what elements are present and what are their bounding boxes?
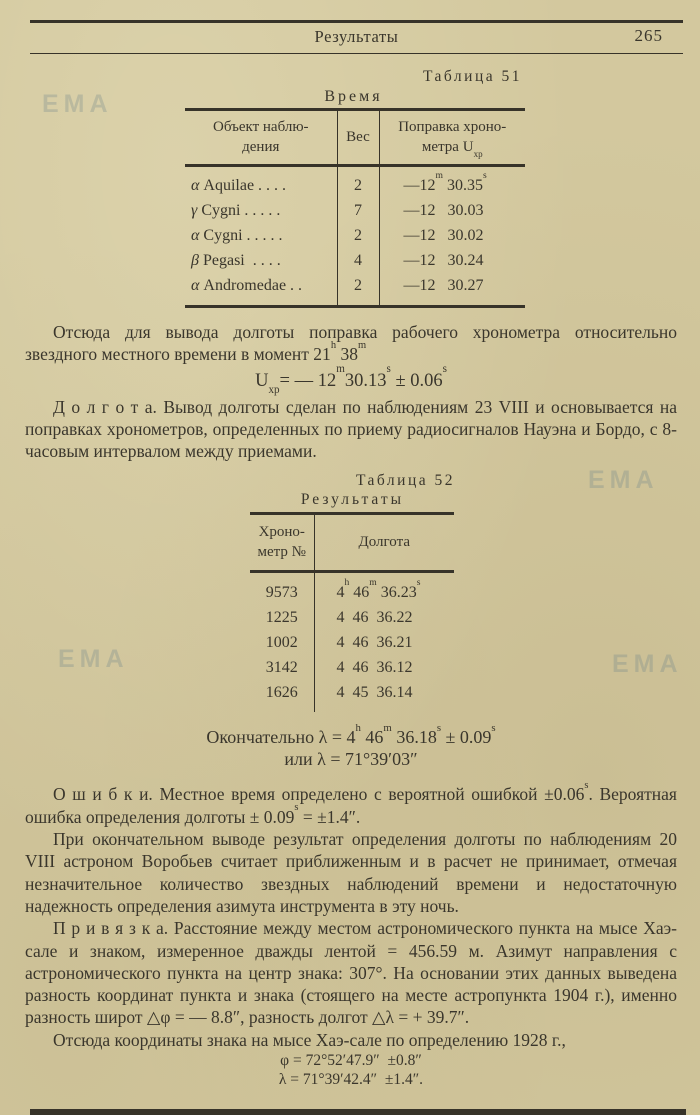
table-row	[185, 166, 525, 199]
object-cell: α Aquilae . . . .	[185, 166, 337, 199]
table52-header-row	[250, 514, 454, 572]
table-row	[185, 199, 525, 224]
table-row	[185, 274, 525, 307]
table52-results	[250, 512, 454, 712]
table-row	[250, 630, 454, 655]
object-cell: α Cygni . . . . .	[185, 224, 337, 249]
table51-title: Время	[324, 88, 383, 105]
weight-cell: 2	[337, 274, 379, 307]
table52-col-longitude: Долгота	[314, 514, 454, 572]
correction-cell: —12 30.24	[403, 252, 484, 269]
table-row	[250, 655, 454, 680]
correction-cell: —12 30.02	[403, 227, 484, 244]
paragraph-privyazka: П р и в я з к а. Расстояние между местом астрономического пункта на мысе Хаэ-сале и знаком, измеренное дважды лентой = 456.59 м. Азимут направления с астрономического пункта на центр знака: 307°. На основании этих данных выведена разность координат пункта и знака (стоящего на месте астропункта 1904 г.), именно разность широт △φ = — 8.8″, разность долгот △λ = + 39.7″.	[25, 918, 677, 1028]
watermark-stamp: ЕМА	[42, 90, 113, 118]
table51-time	[185, 108, 525, 308]
formula-uxr: $U_{хр}=$ — $12^m30.13^s \pm 0.06^s$	[255, 363, 447, 397]
object-cell: β Pegasi . . . .	[185, 249, 337, 274]
longitude-cell: 4$^h$ 46$^m$ 36.23$^s$	[336, 577, 421, 601]
table52-title: Результаты	[300, 491, 405, 509]
table-row	[185, 224, 525, 249]
chronometer-number-cell: 9573	[250, 572, 314, 606]
correction-cell: —12$^m$ 30.35$^s$	[403, 170, 487, 194]
table52-col-chronometer: Хроно- метр №	[250, 514, 314, 572]
paragraph-longitude: Д о л г о т а. Вывод долготы сделан по наблюдениям 23 VIII и основывается на поправках хронометров, определенных по приему радиосигналов Науэна и Бордо, с 8-часовым интервалом между приемами.	[25, 396, 677, 462]
table51-col-object: Объект наблю- дения	[185, 110, 337, 166]
table-row	[185, 249, 525, 274]
paragraph-conclusion: При окончательном выводе результат определения долготы по наблюдениям 20 VIII астроном Воробьев считает приближенным и в расчет не принимает, отмечая незначительное количество звездных наблюдений времени и недостаточную надежность определения азимута инструмента в эту ночь.	[25, 829, 677, 916]
longitude-cell: 4 46 36.12	[336, 658, 413, 676]
weight-cell: 4	[337, 249, 379, 274]
chronometer-number-cell: 1002	[250, 630, 314, 655]
bottom-rule	[30, 1109, 686, 1115]
table51-col-correction: Поправка хроно- метра $U_{хр}$	[379, 110, 525, 166]
weight-cell: 2	[337, 166, 379, 199]
header-underline-rule	[30, 53, 683, 54]
final-longitude-line: Окончательно $\lambda = 4^h$ 46$^m$ $36.18^s \pm 0.09^s$	[206, 721, 496, 748]
page-content	[25, 60, 677, 1089]
longitude-cell: 4 45 36.14	[336, 683, 413, 701]
watermark-stamp: ЕМА	[588, 466, 659, 494]
object-cell: γ Cygni . . . . .	[185, 199, 337, 224]
paragraph-coordinates-intro: Отсюда координаты знака на мысе Хаэ-сале по определению 1928 г.,	[53, 1029, 566, 1050]
chronometer-number-cell: 1626	[250, 680, 314, 712]
latitude-value: φ = 72°52′47.9″ ±0.8″	[280, 1052, 422, 1070]
top-rule	[30, 20, 683, 23]
weight-cell: 7	[337, 199, 379, 224]
longitude-cell: 4 46 36.22	[336, 608, 413, 626]
watermark-stamp: ЕМА	[612, 650, 683, 678]
table51-caption: Таблица 51	[422, 68, 522, 85]
final-coordinates	[25, 1052, 677, 1089]
chronometer-number-cell: 1225	[250, 605, 314, 630]
longitude-value: λ = 71°39′42.4″ ±1.4″.	[278, 1070, 424, 1088]
table51-col-weight: Вес	[337, 110, 379, 166]
correction-cell: —12 30.03	[403, 202, 484, 219]
watermark-stamp: ЕМА	[58, 645, 129, 673]
page-number: 265	[634, 26, 663, 45]
table52-caption: Таблица 52	[355, 472, 455, 490]
longitude-cell: 4 46 36.21	[336, 633, 413, 651]
weight-cell: 2	[337, 224, 379, 249]
running-head-title: Результаты	[314, 27, 399, 46]
table-row	[250, 572, 454, 606]
table-row	[250, 605, 454, 630]
table-row	[250, 680, 454, 712]
paragraph-errors: О ш и б к и. Местное время определено с вероятной ошибкой $\pm 0.06^s$. Вероятная ошибка определения долготы ± $0.09^s = \pm 1.4''$.	[25, 779, 677, 827]
paragraph-chronometer-correction: Отсюда для вывода долготы поправка рабочего хронометра относительно звездного местного времени в момент 21$^h$ 38$^m$	[25, 322, 677, 365]
chronometer-number-cell: 3142	[250, 655, 314, 680]
table51-header-row	[185, 110, 525, 166]
object-cell: α Andromedae . .	[185, 274, 337, 307]
running-head	[30, 27, 683, 51]
final-longitude-degrees-line: или λ = 71°39′03″	[284, 749, 418, 770]
correction-cell: —12 30.27	[403, 277, 484, 294]
